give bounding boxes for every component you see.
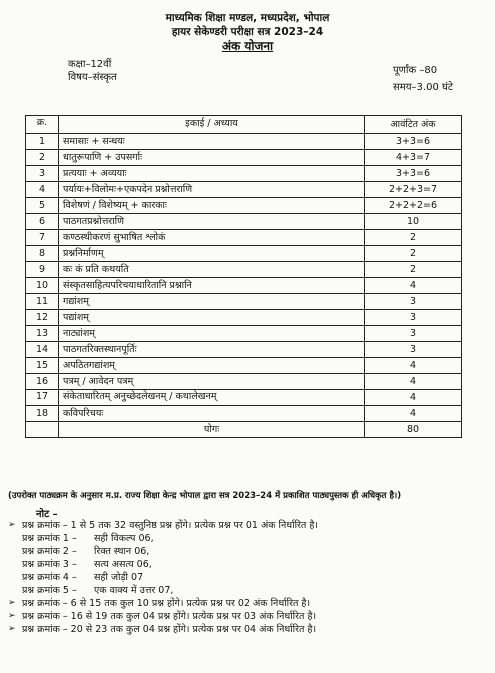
class-subject [68,58,117,84]
row-number: 12 [26,310,59,326]
class-label: कक्षा–12वीं [68,59,112,70]
row-unit: कण्ठस्थीकरणं सुभाषित श्लोकं [59,230,365,246]
row-unit: पत्रम् / आवेदन पत्रम् [59,374,365,390]
full-marks: पूर्णांक –80 [393,65,438,76]
rule-sub-item [8,584,318,597]
column-header-unit: इकाई / अध्याय [59,116,365,134]
row-number: 13 [26,326,59,342]
table-row [26,390,462,406]
rule-item: ➢ प्रश्न क्रमांक – 6 से 15 तक कुल 10 प्रश्न होंगे। प्रत्येक प्रश्न पर 02 अंक निर्धारित है। [8,597,318,610]
footnote: (उपरोक्त पाठ्यक्रम के अनुसार म.प्र. राज्य शिक्षा केन्द्र भोपाल द्वारा सत्र 2023–24 में प्रकाशित पाठ्यपुस्तक ही अधिकृत है।) [8,491,402,501]
rule-sub-item [8,571,318,584]
table-row [26,406,462,422]
rule-sub-key: प्रश्न क्रमांक 5 – [22,585,77,596]
rule-sub-item [8,532,318,545]
row-marks: 3+3=6 [365,134,462,150]
exam-session: हायर सेकेण्डरी परीक्षा सत्र 2023–24 [171,26,324,38]
table-row [26,198,462,214]
row-marks: 3 [365,326,462,342]
rule-sub-text: एक वाक्य में उत्तर 07, [94,585,174,596]
rule-item: ➢ प्रश्न क्रमांक – 20 से 23 तक कुल 04 प्रश्न होंगे। प्रत्येक प्रश्न पर 04 अंक निर्धारित है। [8,623,318,636]
row-marks: 4 [365,390,462,406]
row-number: 17 [26,390,59,406]
row-unit: पाठगतरिक्तस्थानपूर्तिः [59,342,365,358]
document-title: अंक योजना [221,39,274,53]
row-unit: नाट्यांशम् [59,326,365,342]
table-row [26,150,462,166]
row-unit: प्रश्ननिर्माणम् [59,246,365,262]
row-number: 18 [26,406,59,422]
row-number: 11 [26,294,59,310]
rule-sub-text: रिक्त स्थान 06, [94,546,150,557]
row-unit: कः कं प्रति कथयति [59,262,365,278]
row-marks: 3 [365,310,462,326]
rule-item: ➢ प्रश्न क्रमांक – 1 से 5 तक 32 वस्तुनिष्ठ प्रश्न होंगे। प्रत्येक प्रश्न पर 01 अंक निर्धारित है। [8,519,318,532]
row-marks: 2 [365,246,462,262]
row-marks: 2 [365,230,462,246]
total-marks: 80 [365,422,462,438]
rule-sub-text: सही जोड़ी 07 [94,572,144,583]
row-marks: 2+2+3=7 [365,182,462,198]
row-unit: समासाः + सन्धयः [59,134,365,150]
table-row [26,214,462,230]
table-row [26,166,462,182]
row-marks: 10 [365,214,462,230]
table-row [26,262,462,278]
row-number: 1 [26,134,59,150]
row-number: 2 [26,150,59,166]
row-number: 5 [26,198,59,214]
rule-sub-key: प्रश्न क्रमांक 1 – [22,533,77,544]
row-unit: गद्यांशम् [59,294,365,310]
table-row [26,358,462,374]
row-unit: पर्यायः+विलोमः+एकपदेन प्रश्नोत्तराणि [59,182,365,198]
row-marks: 2+2+2=6 [365,198,462,214]
rule-sub-text: सत्य असत्य 06, [94,559,152,570]
marks-scheme-table [25,115,462,438]
table-row [26,230,462,246]
board-name: माध्यमिक शिक्षा मण्डल, मध्यप्रदेश, भोपाल [165,12,330,24]
column-header-number: क्र. [26,116,59,134]
row-number: 4 [26,182,59,198]
row-unit: संस्कृतसाहित्यपरिचयाधारितानि प्रश्नानि [59,278,365,294]
exam-time: समय–3.00 घंटे [393,82,453,93]
table-row [26,246,462,262]
row-unit: धातुरूपाणि + उपसर्गाः [59,150,365,166]
table-row [26,326,462,342]
row-marks: 4 [365,278,462,294]
row-number: 7 [26,230,59,246]
row-unit: संकेताधारितम् अनुच्छेदलेखनम् / कथालेखनम् [59,390,365,406]
row-marks: 3 [365,294,462,310]
total-label: योगः [59,422,365,438]
rules-list [8,519,318,636]
table-row [26,182,462,198]
row-number: 8 [26,246,59,262]
row-marks: 4+3=7 [365,150,462,166]
rule-sub-key: प्रश्न क्रमांक 3 – [22,559,77,570]
row-unit: कविपरिचयः [59,406,365,422]
rule-sub-item [8,545,318,558]
table-header-row [26,116,462,134]
row-marks: 4 [365,374,462,390]
row-marks: 2 [365,262,462,278]
row-number: 14 [26,342,59,358]
row-number: 6 [26,214,59,230]
column-header-marks: आवंटित अंक [365,116,462,134]
table-row [26,310,462,326]
rule-sub-key: प्रश्न क्रमांक 2 – [22,546,77,557]
row-marks: 4 [365,358,462,374]
row-unit: पाठगतप्रश्नोत्तराणि [59,214,365,230]
table-row [26,342,462,358]
row-number: 3 [26,166,59,182]
note-heading: नोट – [36,509,58,520]
rule-sub-key: प्रश्न क्रमांक 4 – [22,572,77,583]
row-number: 16 [26,374,59,390]
row-number: 9 [26,262,59,278]
table-row [26,134,462,150]
table-row [26,294,462,310]
row-marks: 4 [365,406,462,422]
row-marks: 3+3=6 [365,166,462,182]
row-unit: विशेषणं / विशेष्यम् + कारकाः [59,198,365,214]
total-row [26,422,462,438]
row-marks: 3 [365,342,462,358]
row-number: 15 [26,358,59,374]
rule-sub-text: सही विकल्प 06, [94,533,154,544]
row-unit: अपठितगद्यांशम् [59,358,365,374]
rule-sub-item [8,558,318,571]
row-unit: पद्यांशम् [59,310,365,326]
subject-label: विषय–संस्कृत [68,72,117,83]
table-row [26,374,462,390]
table-row [26,278,462,294]
rule-item: ➢ प्रश्न क्रमांक – 16 से 19 तक कुल 04 प्रश्न होंगे। प्रत्येक प्रश्न पर 03 अंक निर्धारित है। [8,610,318,623]
row-unit: प्रत्ययाः + अव्ययाः [59,166,365,182]
row-number: 10 [26,278,59,294]
